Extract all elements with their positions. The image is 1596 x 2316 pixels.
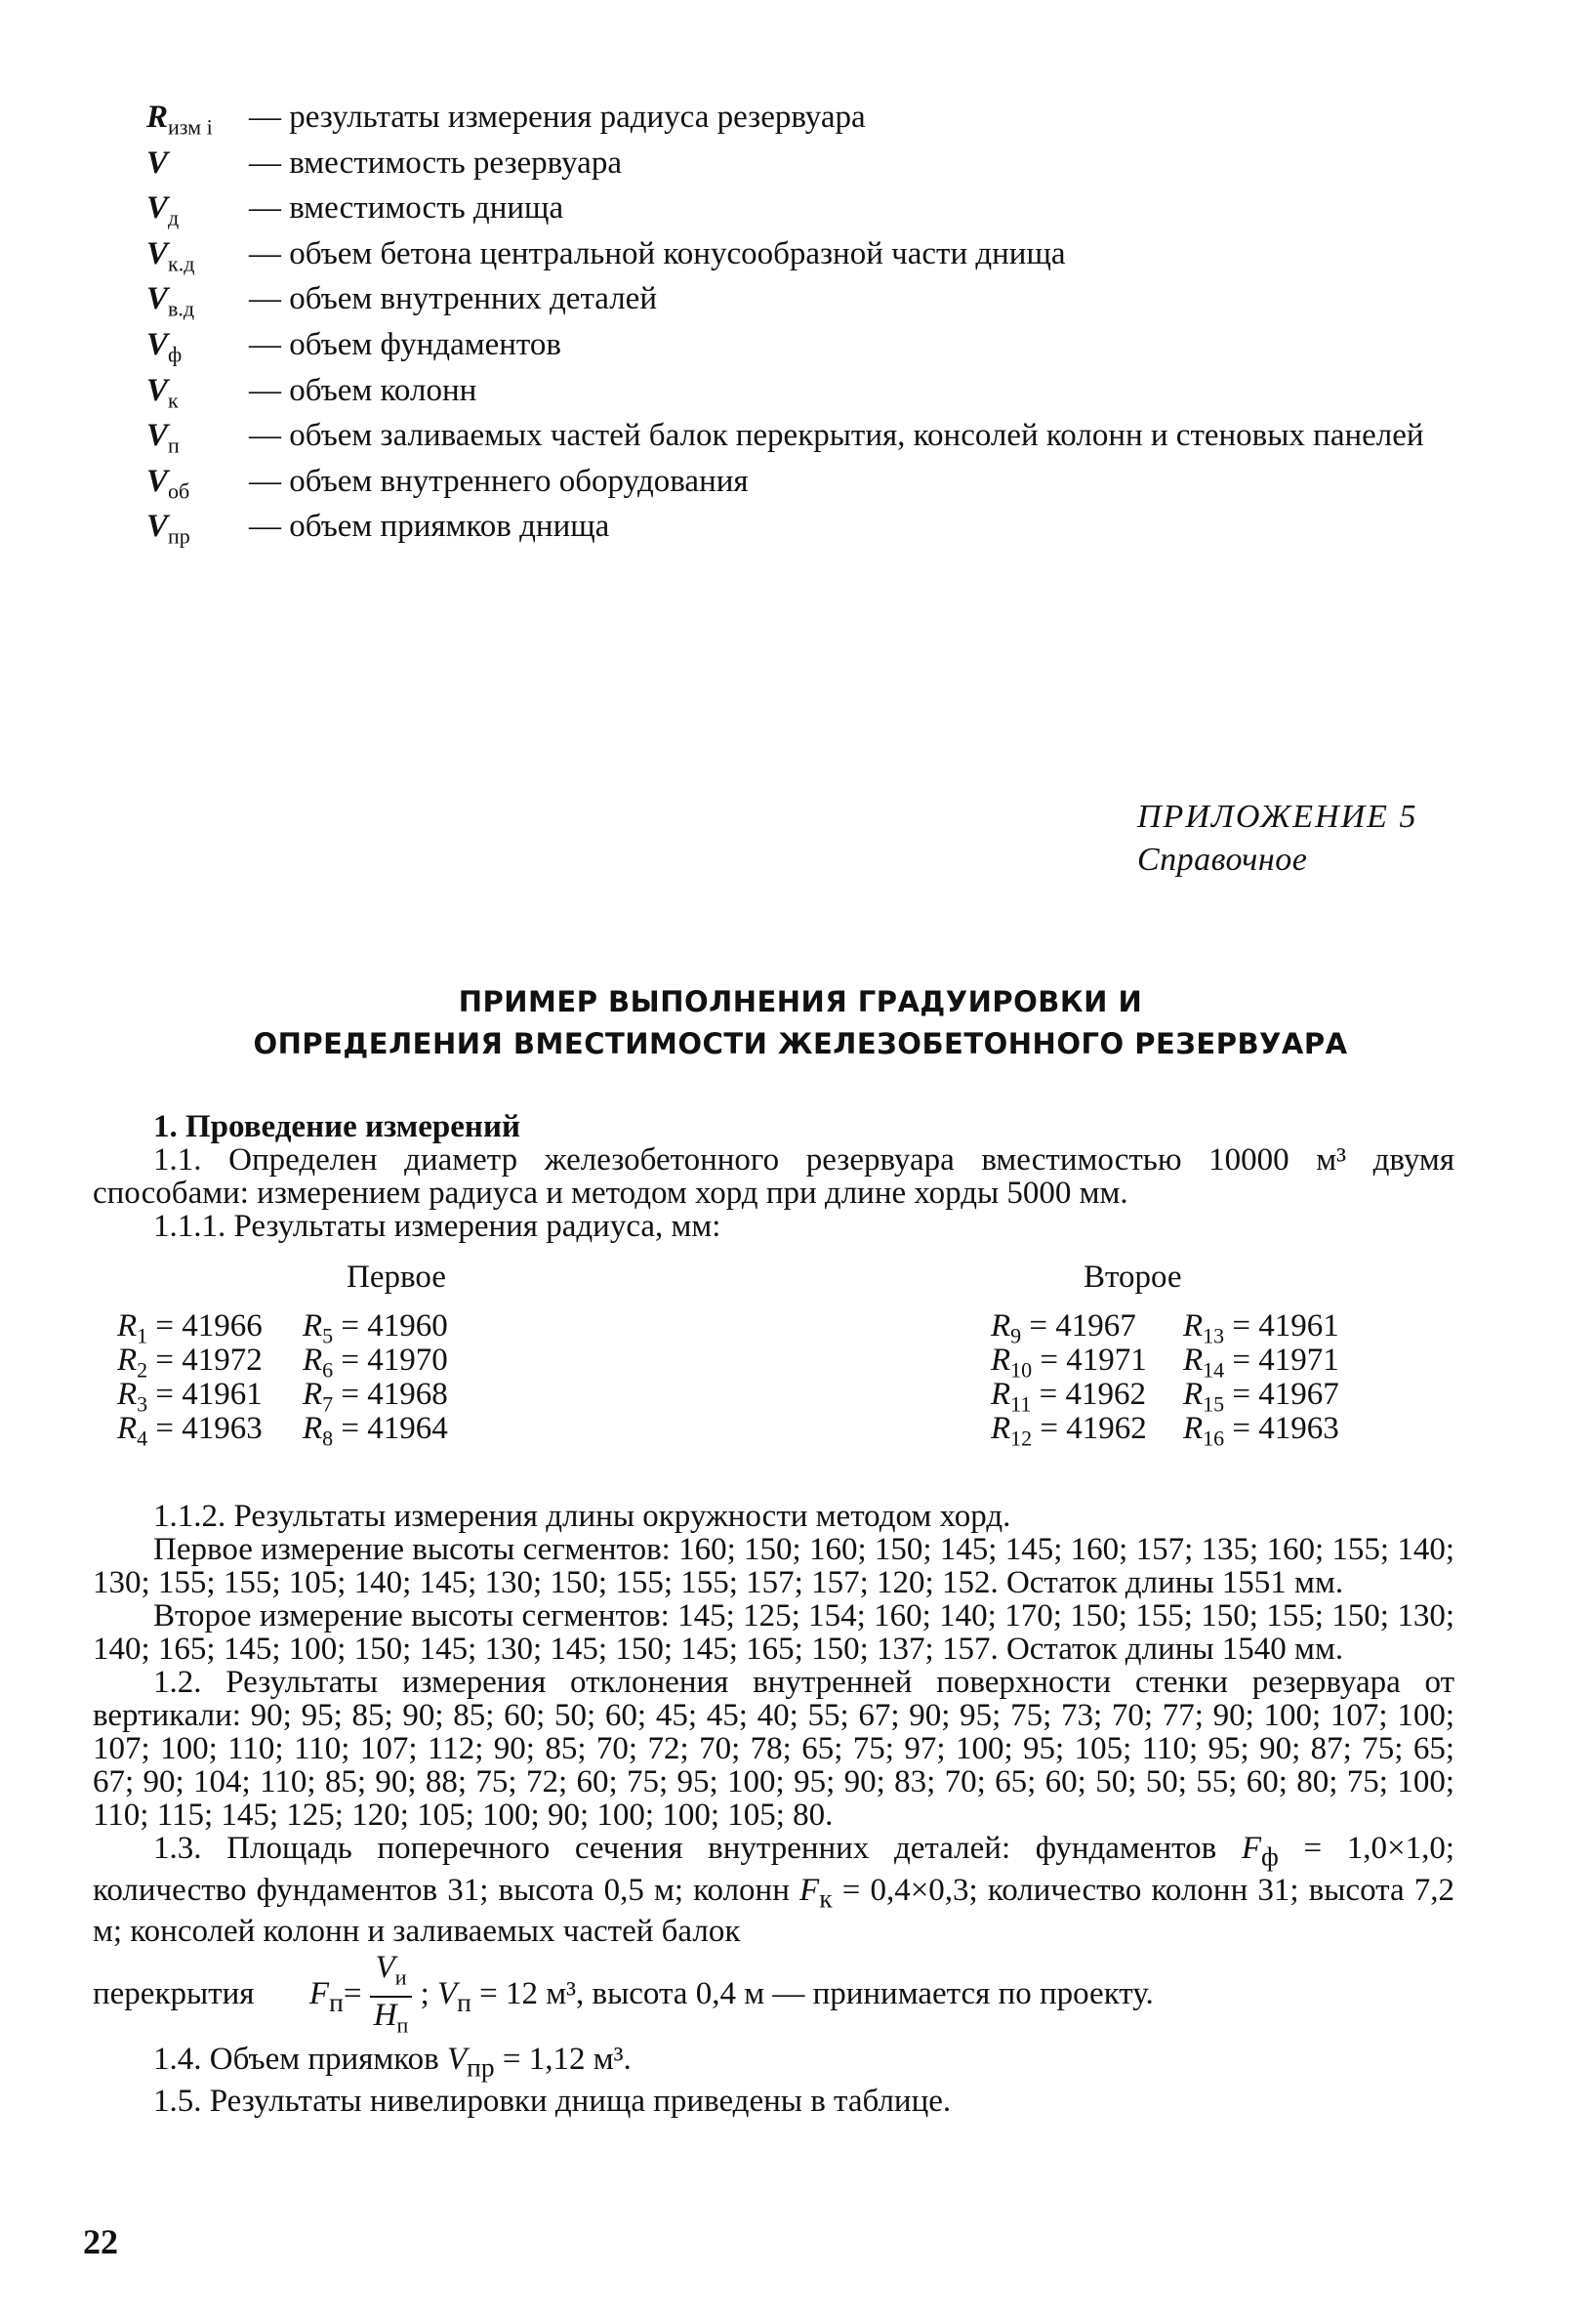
- v-pr-subscript: пр: [467, 2051, 495, 2083]
- v-p-symbol: V: [436, 1976, 458, 2012]
- radius-value: $R_{15} = 41967$: [1183, 1377, 1339, 1417]
- radius-value: $R_4 = 41963$: [117, 1411, 263, 1451]
- paragraph-1-4: [93, 2043, 1454, 2085]
- radius-value: $R_3 = 41961$: [117, 1377, 263, 1417]
- legend-symbol: $V_{к.д}$: [146, 235, 195, 276]
- legend-symbol: $V_{об}$: [146, 463, 190, 504]
- heading-line-1: ПРИМЕР ВЫПОЛНЕНИЯ ГРАДУИРОВКИ И: [458, 985, 1143, 1018]
- fraction-numerator: $V_и$: [370, 1950, 413, 1998]
- radius-value: $R_6 = 41970$: [303, 1343, 448, 1383]
- v-pr-symbol: V: [446, 2042, 468, 2078]
- radius-value: $R_{13} = 41961$: [1183, 1308, 1339, 1348]
- radius-value: $R_{16} = 41963$: [1183, 1411, 1339, 1451]
- p13-text-c: = 0,4×0,3; количество колонн 31; высота 7,2 м; консолей колонн и заливаемых частей балок: [93, 1872, 1454, 1950]
- p13-text-b: = 1,0×1,0; количество фундаментов 31; высота 0,5 м; колонн: [93, 1831, 1455, 1908]
- legend-description: — объем внутренних деталей: [249, 281, 657, 317]
- legend-row: [146, 464, 1445, 510]
- legend-row: [146, 509, 1445, 555]
- legend-symbol: $R_{изм i}$: [146, 100, 213, 140]
- paragraph-first-heights: Первое измерение высоты сегментов: 160; 150; 160; 150; 145; 145; 160; 157; 135; 160; 155; 140; 130; 155; 155; 105; 140; 145; 130; 150; 155; 155; 157; 157; 120; 152. Остаток длины 1551 мм.: [93, 1532, 1454, 1600]
- legend-symbol: $V_к$: [146, 372, 179, 413]
- document-body: [93, 1110, 1454, 2118]
- legend-description: — объем приямков днища: [249, 509, 610, 545]
- legend-row: [146, 236, 1445, 282]
- page-number: 22: [83, 2222, 118, 2261]
- legend-description: — объем заливаемых частей балок перекрытия, консолей колонн и стеновых панелей: [249, 418, 1424, 454]
- formula-fraction: [370, 1950, 413, 2043]
- symbol-legend: [146, 100, 1445, 555]
- radius-value: $R_8 = 41964$: [303, 1411, 448, 1451]
- appendix-subtitle: Справочное: [1137, 842, 1308, 878]
- first-measurement-label: Первое: [347, 1260, 446, 1295]
- radius-value: $R_{12} = 41962$: [991, 1411, 1147, 1451]
- radius-value: $R_7 = 41968$: [303, 1377, 448, 1417]
- radius-value: $R_1 = 41966$: [117, 1308, 263, 1348]
- radius-value: $R_{14} = 41971$: [1183, 1343, 1339, 1383]
- p14-text-a: 1.4. Объем приямков: [153, 2042, 447, 2078]
- paragraph-1-1-2: 1.1.2. Результаты измерения длины окружности методом хорд.: [153, 1499, 1011, 1534]
- radius-value: $R_9 = 41967$: [991, 1308, 1136, 1348]
- legend-symbol: $V_д$: [146, 190, 180, 230]
- formula-line: [93, 1950, 1454, 2043]
- paragraph-second-heights: Второе измерение высоты сегментов: 145; 125; 154; 160; 140; 170; 150; 155; 150; 155; 150; 130; 140; 165; 145; 100; 150; 145; 130; 145; 150; 145; 165; 150; 137; 157. Остаток длины 1540 мм.: [93, 1598, 1454, 1667]
- radius-value: $R_5 = 41960$: [303, 1308, 448, 1348]
- v-p-subscript: п: [457, 1986, 471, 2017]
- f-phi-subscript: ф: [1261, 1840, 1279, 1872]
- section-heading: [146, 981, 1454, 1065]
- section-1-title: 1. Проведение измерений: [153, 1109, 520, 1144]
- legend-description: — вместимость резервуара: [249, 145, 622, 181]
- heading-line-2: ОПРЕДЕЛЕНИЯ ВМЕСТИМОСТИ ЖЕЛЕЗОБЕТОННОГО РЕЗЕРВУАРА: [253, 1027, 1348, 1060]
- legend-description: — объем бетона центральной конусообразной части днища: [249, 235, 1066, 271]
- legend-row: [146, 145, 1445, 191]
- p13-text-d: перекрытия: [93, 1976, 255, 2012]
- radius-value: $R_2 = 41972$: [117, 1343, 263, 1383]
- paragraph-1-1: 1.1. Определен диаметр железобетонного резервуара вместимостью 10000 м³ двумя способами: измерением радиуса и методом хорд при длине хорды 5000 мм.: [93, 1142, 1454, 1211]
- f-phi-symbol: F: [1241, 1831, 1261, 1866]
- legend-row: [146, 100, 1445, 145]
- appendix-title: ПРИЛОЖЕНИЕ: [1137, 799, 1389, 835]
- legend-symbol: $V_{в.д}$: [146, 281, 195, 321]
- legend-symbol: $V_п$: [146, 418, 180, 458]
- fraction-denominator: $H_п$: [373, 1997, 409, 2038]
- formula-equals: =: [343, 1976, 362, 2012]
- legend-symbol: $V_{пр}$: [146, 509, 190, 549]
- p13-text-a: 1.3. Площадь поперечного сечения внутренних деталей: фундаментов: [153, 1831, 1242, 1866]
- p13-text-e: = 12 м³, высота 0,4 м — принимается по проекту.: [471, 1976, 1154, 2012]
- legend-symbol: V: [146, 145, 169, 181]
- f-p-subscript: п: [329, 1986, 344, 2017]
- legend-description: — вместимость днища: [249, 190, 564, 227]
- appendix-label: [1137, 796, 1415, 882]
- paragraph-1-3: [93, 1832, 1454, 1948]
- paragraph-1-2: 1.2. Результаты измерения отклонения внутренней поверхности стенки резервуара от вертикали: 90; 95; 85; 90; 85; 60; 50; 60; 45; 45; 40; 55; 67; 90; 95; 75; 73; 70; 77; 90; 100; 107; 100; 107; 100; 110; 110; 107; 112; 90; 85; 70; 72; 70; 78; 65; 75; 97; 100; 95; 105; 110; 95; 90; 87; 75; 65; 67; 90; 104; 110; 85; 90; 88; 75; 72; 60; 75; 95; 100; 95; 90; 83; 70; 65; 60; 50; 50; 55; 60; 80; 75; 100; 110; 115; 145; 125; 120; 105; 100; 90; 100; 100; 105; 80.: [93, 1665, 1454, 1833]
- f-k-symbol: F: [799, 1872, 820, 1908]
- legend-row: [146, 418, 1445, 464]
- legend-description: — объем колонн: [249, 372, 477, 408]
- legend-row: [146, 327, 1445, 373]
- formula-separator: ;: [412, 1976, 437, 2012]
- second-measurement-label: Второе: [1084, 1260, 1182, 1295]
- radius-value: $R_{11} = 41962$: [991, 1377, 1146, 1417]
- f-p-symbol: F: [308, 1976, 330, 2012]
- radius-measurements: [93, 1251, 1454, 1500]
- legend-description: — результаты измерения радиуса резервуара: [249, 100, 866, 135]
- legend-row: [146, 190, 1445, 236]
- appendix-number: 5: [1399, 799, 1416, 835]
- p14-text-b: = 1,12 м³.: [494, 2042, 632, 2078]
- radius-value: $R_{10} = 41971$: [991, 1343, 1147, 1383]
- paragraph-1-5: 1.5. Результаты нивелировки днища приведены в таблице.: [153, 2083, 952, 2119]
- legend-symbol: $V_ф$: [146, 326, 183, 367]
- paragraph-1-1-1: 1.1.1. Результаты измерения радиуса, мм:: [153, 1209, 721, 1244]
- f-k-subscript: к: [819, 1882, 833, 1914]
- legend-description: — объем фундаментов: [249, 326, 561, 362]
- legend-row: [146, 373, 1445, 419]
- legend-row: [146, 281, 1445, 327]
- legend-description: — объем внутреннего оборудования: [249, 463, 749, 499]
